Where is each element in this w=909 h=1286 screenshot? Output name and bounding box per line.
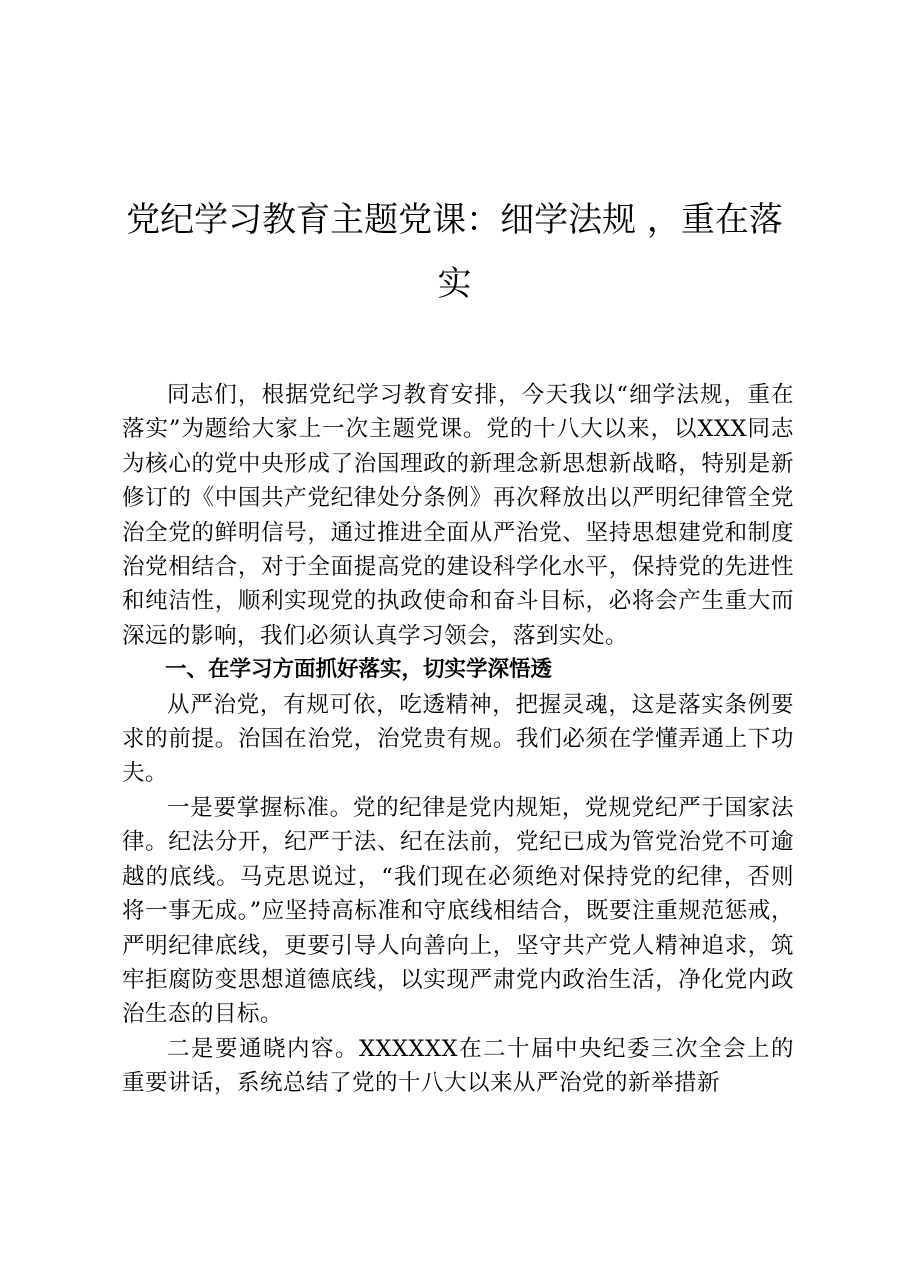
document-body: [122, 378, 794, 1101]
paragraph-section-1-intro: 从严治党，有规可依，吃透精神，把握灵魂，这是落实条例要求的前提。治国在治党，治党贵有规。我们必须在学懂弄通上下功夫。: [122, 691, 794, 787]
paragraph-point-1: 一是要掌握标准。党的纪律是党内规矩，党规党纪严于国家法律。纪法分开，纪严于法、纪在法前，党纪已成为管党治党不可逾越的底线。马克思说过，“我们现在必须绝对保持党的纪律，否则将一事无成。”应坚持高标准和守底线相结合，既要注重规范惩戒，严明纪律底线，更要引导人向善向上，坚守共产党人精神追求，筑牢拒腐防变思想道德底线，以实现严肃党内政治生活，净化党内政治生态的目标。: [122, 794, 794, 1028]
section-heading-1: 一、在学习方面抓好落实，切实学深悟透: [165, 657, 553, 683]
paragraph-point-2: 二是要通晓内容。XXXXXX在二十届中央纪委三次全会上的重要讲话，系统总结了党的十八大以来从严治党的新举措新: [122, 1035, 794, 1097]
document-title: 党纪学习教育主题党课：细学法规 ，重在落实: [126, 200, 783, 304]
paragraph-intro: 同志们，根据党纪学习教育安排，今天我以“细学法规，重在落实”为题给大家上一次主题党课。党的十八大以来，以XXX同志为核心的党中央形成了治国理政的新理念新思想新战略，特别是新修订的《中国共产党纪律处分条例》再次释放出以严明纪律管全党治全党的鲜明信号，通过推进全面从严治党、坚持思想建党和制度治党相结合，对于全面提高党的建设科学化水平，保持党的先进性和纯洁性，顺利实现党的执政使命和奋斗目标，必将会产生重大而深远的影响，我们必须认真学习领会，落到实处。: [122, 382, 794, 649]
